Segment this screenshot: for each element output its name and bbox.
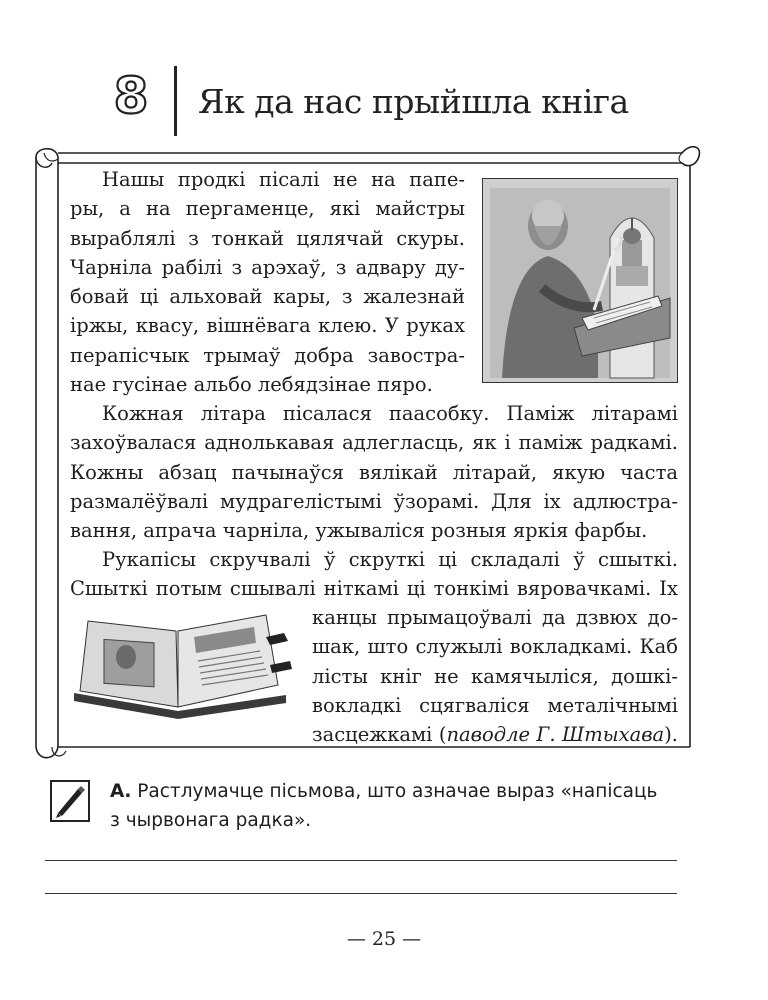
pen-icon [50,780,90,822]
text-line: канцы прымацоўвалі да дзвюх до- [312,606,678,629]
text-line: шак, што служылі вокладкамі. Каб [312,635,678,659]
text-line: Чарніла рабілі з арэхаў, з адвару ду- [70,255,465,279]
text-line: Кожная літара пісалася паасобку. Паміж літарамі [102,402,678,425]
lesson-title: Як да нас прыйшла кніга [198,82,629,121]
text-line: Сшыткі потым сшывалі ніткамі ці тонкімі вяровачкамі. Іх [70,577,678,601]
citation: паводле Г. Штыхава [446,723,665,747]
text-line: размалёўвалі мудрагелістымі ўзорамі. Для іх адлюстра- [70,489,678,513]
page-number: — 25 — [346,928,422,950]
scribe-illustration [482,178,678,383]
text-line: вокладкі сцягваліся металічнымі [312,693,678,717]
reading-paragraph-3 [70,545,678,604]
text-line: перапісчык трымаў добра завостра- [70,343,465,367]
last-line-start: засцежкамі ( [312,723,447,747]
text-line-last [312,720,678,749]
task-a [110,777,690,835]
text-line: лісты кніг не камячыліся, дошкі- [312,664,678,688]
text-line: бовай ці альховай кары, з жалезнай [70,285,465,309]
task-text-line-1: Растлумачце пісьмова, што азначае выраз «напісаць [137,781,658,802]
text-line: іржы, квасу, вішнёвага клею. У руках [70,314,465,338]
text-line: выраблялі з тонкай цялячай скуры. [70,226,465,250]
text-line: захоўвалася аднолькавая адлегласць, як і паміж радкамі. [70,431,678,455]
last-line-end: ). [664,723,678,747]
old-book-illustration [70,607,295,719]
text-line: вання, апрача чарніла, ужываліся розныя яркія фарбы. [70,519,648,543]
reading-paragraph-1 [70,165,465,399]
answer-line[interactable] [45,893,677,894]
title-divider [174,66,177,136]
text-line: нае гусінае альбо лебядзінае пяро. [70,373,433,397]
text-line: Рукапісы скручвалі ў скруткі ці складалі ў сшыткі. [102,548,678,571]
text-line: ры, а на пергаменце, які майстры [70,197,465,221]
reading-paragraph-2 [70,399,678,545]
text-line: Кожны абзац пачынаўся вялікай літарай, якую часта [70,460,678,484]
text-line: Нашы продкі пісалі не на папе- [102,168,465,191]
reading-paragraph-3-continued [312,603,678,749]
task-letter: А. [110,781,132,802]
lesson-number: 8 [113,67,149,125]
task-text-line-2: з чырвонага радка». [110,810,312,831]
answer-line[interactable] [45,860,677,861]
